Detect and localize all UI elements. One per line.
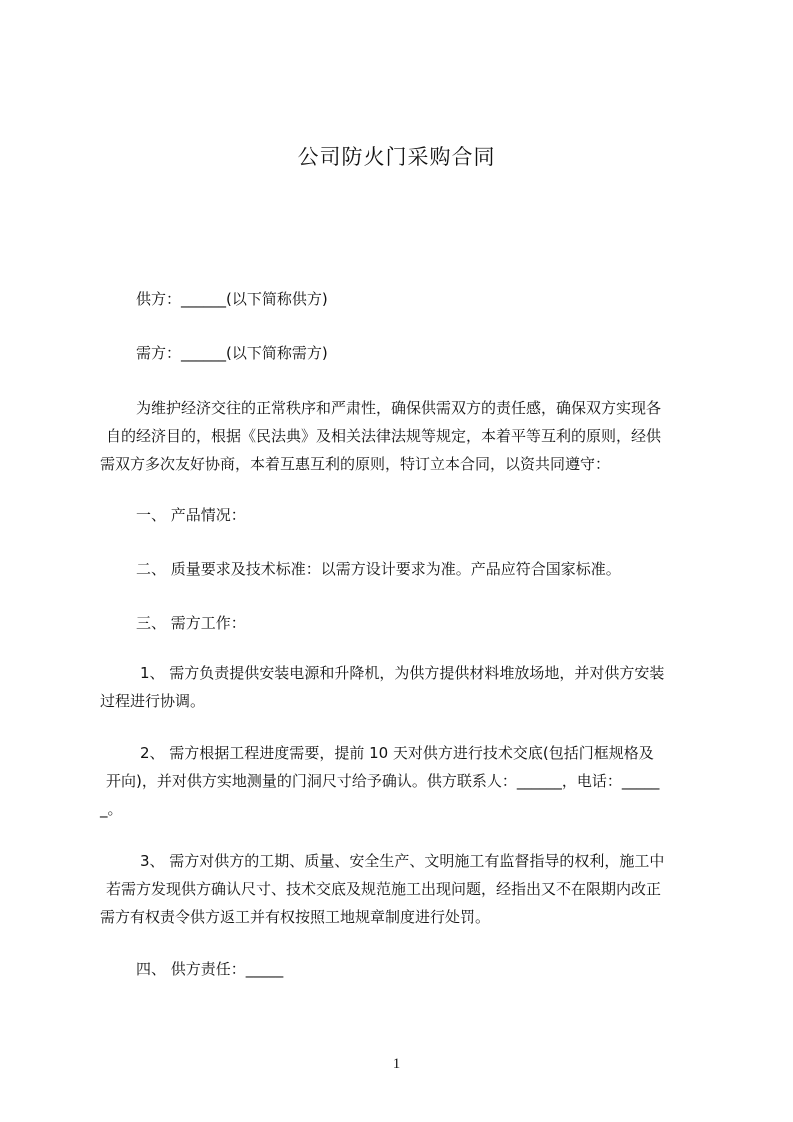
- intro-line-3: 需双方多次友好协商，本着互惠互利的原则，特订立本合同，以资共同遵守：: [100, 455, 611, 473]
- intro-line-2: 自的经济目的，根据《民法典》及相关法律法规等规定，本着平等互利的原则，经供: [106, 427, 662, 445]
- item2-line-1: 2、 需方根据工程进度需要，提前 10 天对供方进行技术交底(包括门框规格及: [140, 744, 654, 762]
- section-quality-heading: 二、 质量要求及技术标准：以需方设计要求为准。产品应符合国家标准。: [136, 560, 621, 578]
- item3-line-3: 需方有权责令供方返工并有权按照工地规章制度进行处罚。: [100, 908, 491, 926]
- item2-line-3: _。: [100, 800, 123, 818]
- intro-paragraph: [100, 394, 710, 478]
- buyer-work-item-3: [100, 847, 710, 931]
- item2-line-2: 开向)，并对供方实地测量的门洞尺寸给予确认。供方联系人：______，电话：_____: [106, 772, 660, 790]
- buyer-work-item-2: [100, 739, 710, 823]
- section-product-heading: 一、 产品情况：: [136, 506, 246, 524]
- item3-line-2: 若需方发现供方确认尺寸、技术交底及规范施工出现问题，经指出又不在限期内改正: [106, 880, 662, 898]
- section-supplier-duty-heading: 四、 供方责任：_____: [136, 960, 284, 978]
- item3-line-1: 3、 需方对供方的工期、质量、安全生产、文明施工有监督指导的权利，施工中: [140, 852, 665, 870]
- buyer-line: 需方：______(以下简称需方): [136, 344, 328, 362]
- document-title: 公司防火门采购合同: [297, 145, 496, 169]
- intro-line-1: 为维护经济交往的正常秩序和严肃性，确保供需双方的责任感，确保双方实现各: [136, 399, 662, 417]
- item1-line-1: 1、 需方负责提供安装电源和升降机，为供方提供材料堆放场地，并对供方安装: [140, 664, 665, 682]
- page-number: 1: [392, 1056, 401, 1072]
- supplier-line: 供方：______(以下简称供方): [136, 290, 328, 308]
- buyer-work-item-1: [100, 659, 710, 715]
- item1-line-2: 过程进行协调。: [100, 692, 206, 710]
- section-buyer-work-heading: 三、 需方工作：: [136, 614, 246, 632]
